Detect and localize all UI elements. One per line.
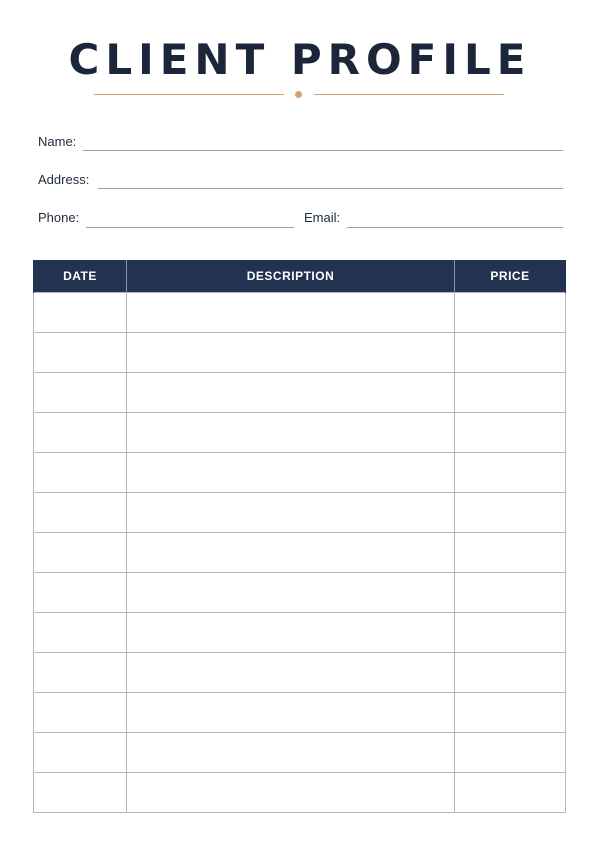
table-row — [34, 773, 566, 813]
email-field[interactable] — [347, 227, 563, 228]
table-row — [34, 653, 566, 693]
price-cell[interactable] — [455, 653, 566, 693]
description-cell[interactable] — [127, 413, 455, 453]
price-cell[interactable] — [455, 773, 566, 813]
table-row — [34, 693, 566, 733]
table-header-row — [34, 260, 566, 293]
address-field[interactable] — [98, 188, 563, 189]
date-cell[interactable] — [34, 493, 127, 533]
table-row — [34, 293, 566, 333]
price-cell[interactable] — [455, 453, 566, 493]
price-cell[interactable] — [455, 573, 566, 613]
description-cell[interactable] — [127, 293, 455, 333]
table-row — [34, 333, 566, 373]
date-cell[interactable] — [34, 373, 127, 413]
name-field[interactable] — [83, 150, 563, 151]
client-log-table — [33, 260, 566, 813]
table-row — [34, 733, 566, 773]
table-row — [34, 613, 566, 653]
price-cell[interactable] — [455, 533, 566, 573]
price-cell[interactable] — [455, 413, 566, 453]
table-row — [34, 573, 566, 613]
date-cell[interactable] — [34, 733, 127, 773]
table-row — [34, 373, 566, 413]
table-row — [34, 533, 566, 573]
date-cell[interactable] — [34, 413, 127, 453]
date-cell[interactable] — [34, 333, 127, 373]
description-cell[interactable] — [127, 613, 455, 653]
name-label: Name: — [38, 134, 77, 149]
description-cell[interactable] — [127, 693, 455, 733]
column-header-price: PRICE — [455, 260, 566, 293]
title-divider-dot — [295, 91, 302, 98]
description-cell[interactable] — [127, 493, 455, 533]
description-cell[interactable] — [127, 573, 455, 613]
table-row — [34, 413, 566, 453]
column-header-description: DESCRIPTION — [127, 260, 455, 293]
price-cell[interactable] — [455, 613, 566, 653]
table-body — [34, 293, 566, 813]
description-cell[interactable] — [127, 453, 455, 493]
column-header-date: DATE — [34, 260, 127, 293]
email-label: Email: — [304, 210, 341, 225]
price-cell[interactable] — [455, 693, 566, 733]
price-cell[interactable] — [455, 373, 566, 413]
title-divider-right — [314, 94, 504, 95]
table-row — [34, 453, 566, 493]
price-cell[interactable] — [455, 333, 566, 373]
price-cell[interactable] — [455, 293, 566, 333]
phone-field[interactable] — [86, 227, 294, 228]
date-cell[interactable] — [34, 653, 127, 693]
description-cell[interactable] — [127, 653, 455, 693]
page-title: CLIENT PROFILE — [68, 35, 532, 84]
description-cell[interactable] — [127, 333, 455, 373]
phone-label: Phone: — [38, 210, 80, 225]
date-cell[interactable] — [34, 453, 127, 493]
date-cell[interactable] — [34, 773, 127, 813]
price-cell[interactable] — [455, 733, 566, 773]
date-cell[interactable] — [34, 613, 127, 653]
description-cell[interactable] — [127, 373, 455, 413]
date-cell[interactable] — [34, 573, 127, 613]
price-cell[interactable] — [455, 493, 566, 533]
date-cell[interactable] — [34, 533, 127, 573]
address-label: Address: — [38, 172, 90, 187]
description-cell[interactable] — [127, 733, 455, 773]
description-cell[interactable] — [127, 533, 455, 573]
table-row — [34, 493, 566, 533]
description-cell[interactable] — [127, 773, 455, 813]
date-cell[interactable] — [34, 293, 127, 333]
date-cell[interactable] — [34, 693, 127, 733]
title-divider-left — [94, 94, 284, 95]
